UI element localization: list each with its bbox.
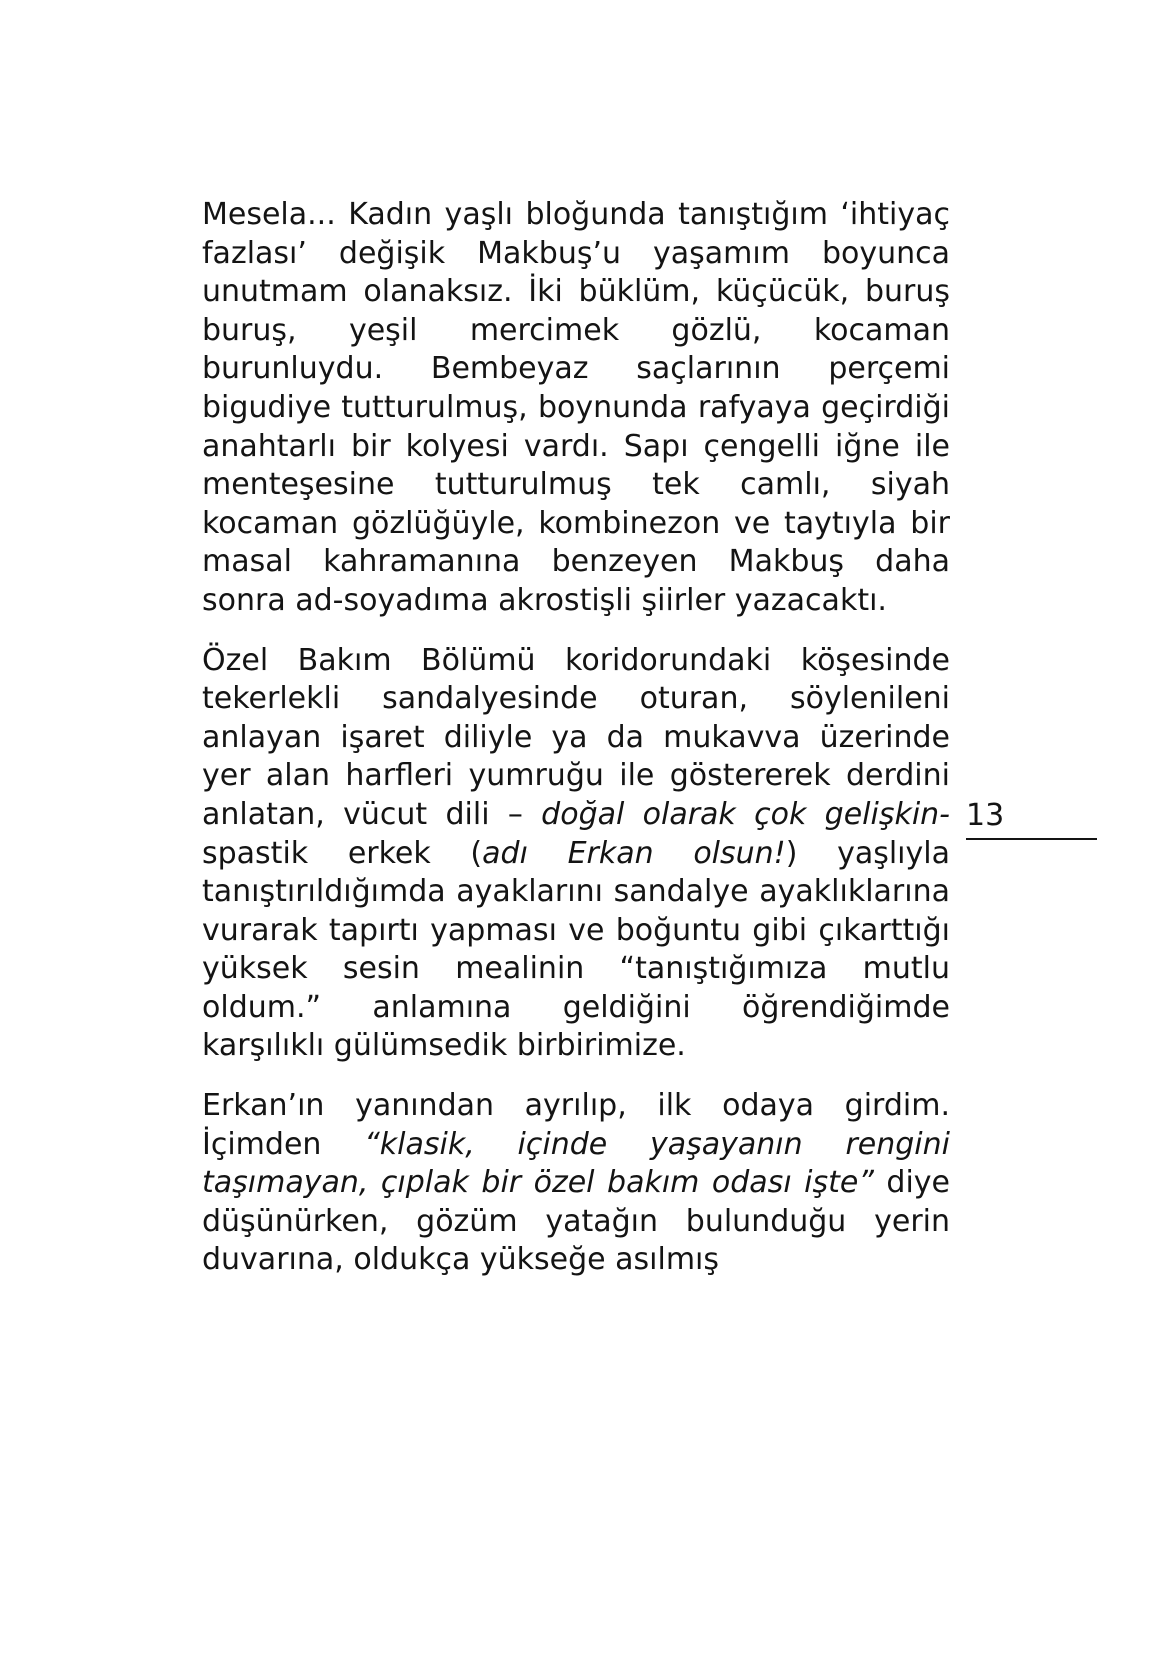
paragraph-1 <box>202 196 950 621</box>
paragraph-3-run-2-italic: “klasik, içinde yaşayanın rengini taşımayan, çıplak bir özel bakım odası işte” <box>202 1126 950 1201</box>
paragraph-3-run-1: Erkan’ın yanından ayrılıp, ilk odaya girdim. İçimden <box>202 1088 950 1162</box>
paragraph-2-run-4-italic: adı Erkan olsun! <box>482 835 786 871</box>
paragraph-1-text: Mesela... Kadın yaşlı bloğunda tanıştığım ‘ihtiyaç fazlası’ değişik Makbuş’u yaşamım boyunca unutmam olanaksız. İki büklüm, küçücük, buruş buruş, yeşil mercimek gözlü, kocaman burunluydu. Bembeyaz saçlarının perçemi bigudiye tutturulmuş, boynunda rafyaya geçirdiği anahtarlı bir kolyesi vardı. Sapı çengelli iğne ile menteşesine tutturulmuş tek camlı, siyah kocaman gözlüğüyle, kombinezon ve taytıyla bir masal kahramanına benzeyen Makbuş daha sonra ad-soyadıma akrostişli şiirler yazacaktı. <box>202 197 950 618</box>
paragraph-2 <box>202 642 950 1067</box>
body-text <box>202 196 950 1301</box>
paragraph-3 <box>202 1087 950 1280</box>
paragraph-2-run-3: spastik erkek ( <box>202 835 483 871</box>
page-number-underline <box>966 838 1097 840</box>
paragraph-3-run-3: diye düşünürken, gözüm yatağın bulunduğu yerin duvarına, oldukça yükseğe asılmış <box>202 1165 950 1278</box>
paragraph-2-run-2-italic: doğal olarak çok gelişkin- <box>541 796 951 832</box>
paragraph-2-run-1: Özel Bakım Bölümü koridorundaki köşesinde tekerlekli sandalyesinde oturan, söylenileni anlayan işaret diliyle ya da mukavva üzerinde yer alan harfleri yumruğu ile göstererek derdini anlatan, vücut dili – <box>202 642 950 832</box>
page-number: 13 <box>966 798 1005 833</box>
paragraph-2-run-5: ) yaşlıyla tanıştırıldığımda ayaklarını sandalye ayaklıklarına vurarak tapırtı yapması ve boğuntu gibi çıkarttığı yüksek sesin mealinin “tanıştığımıza mutlu oldum.” anlamına geldiğini öğrendiğimde karşılıklı gülümsedik birbirimize. <box>202 835 950 1064</box>
